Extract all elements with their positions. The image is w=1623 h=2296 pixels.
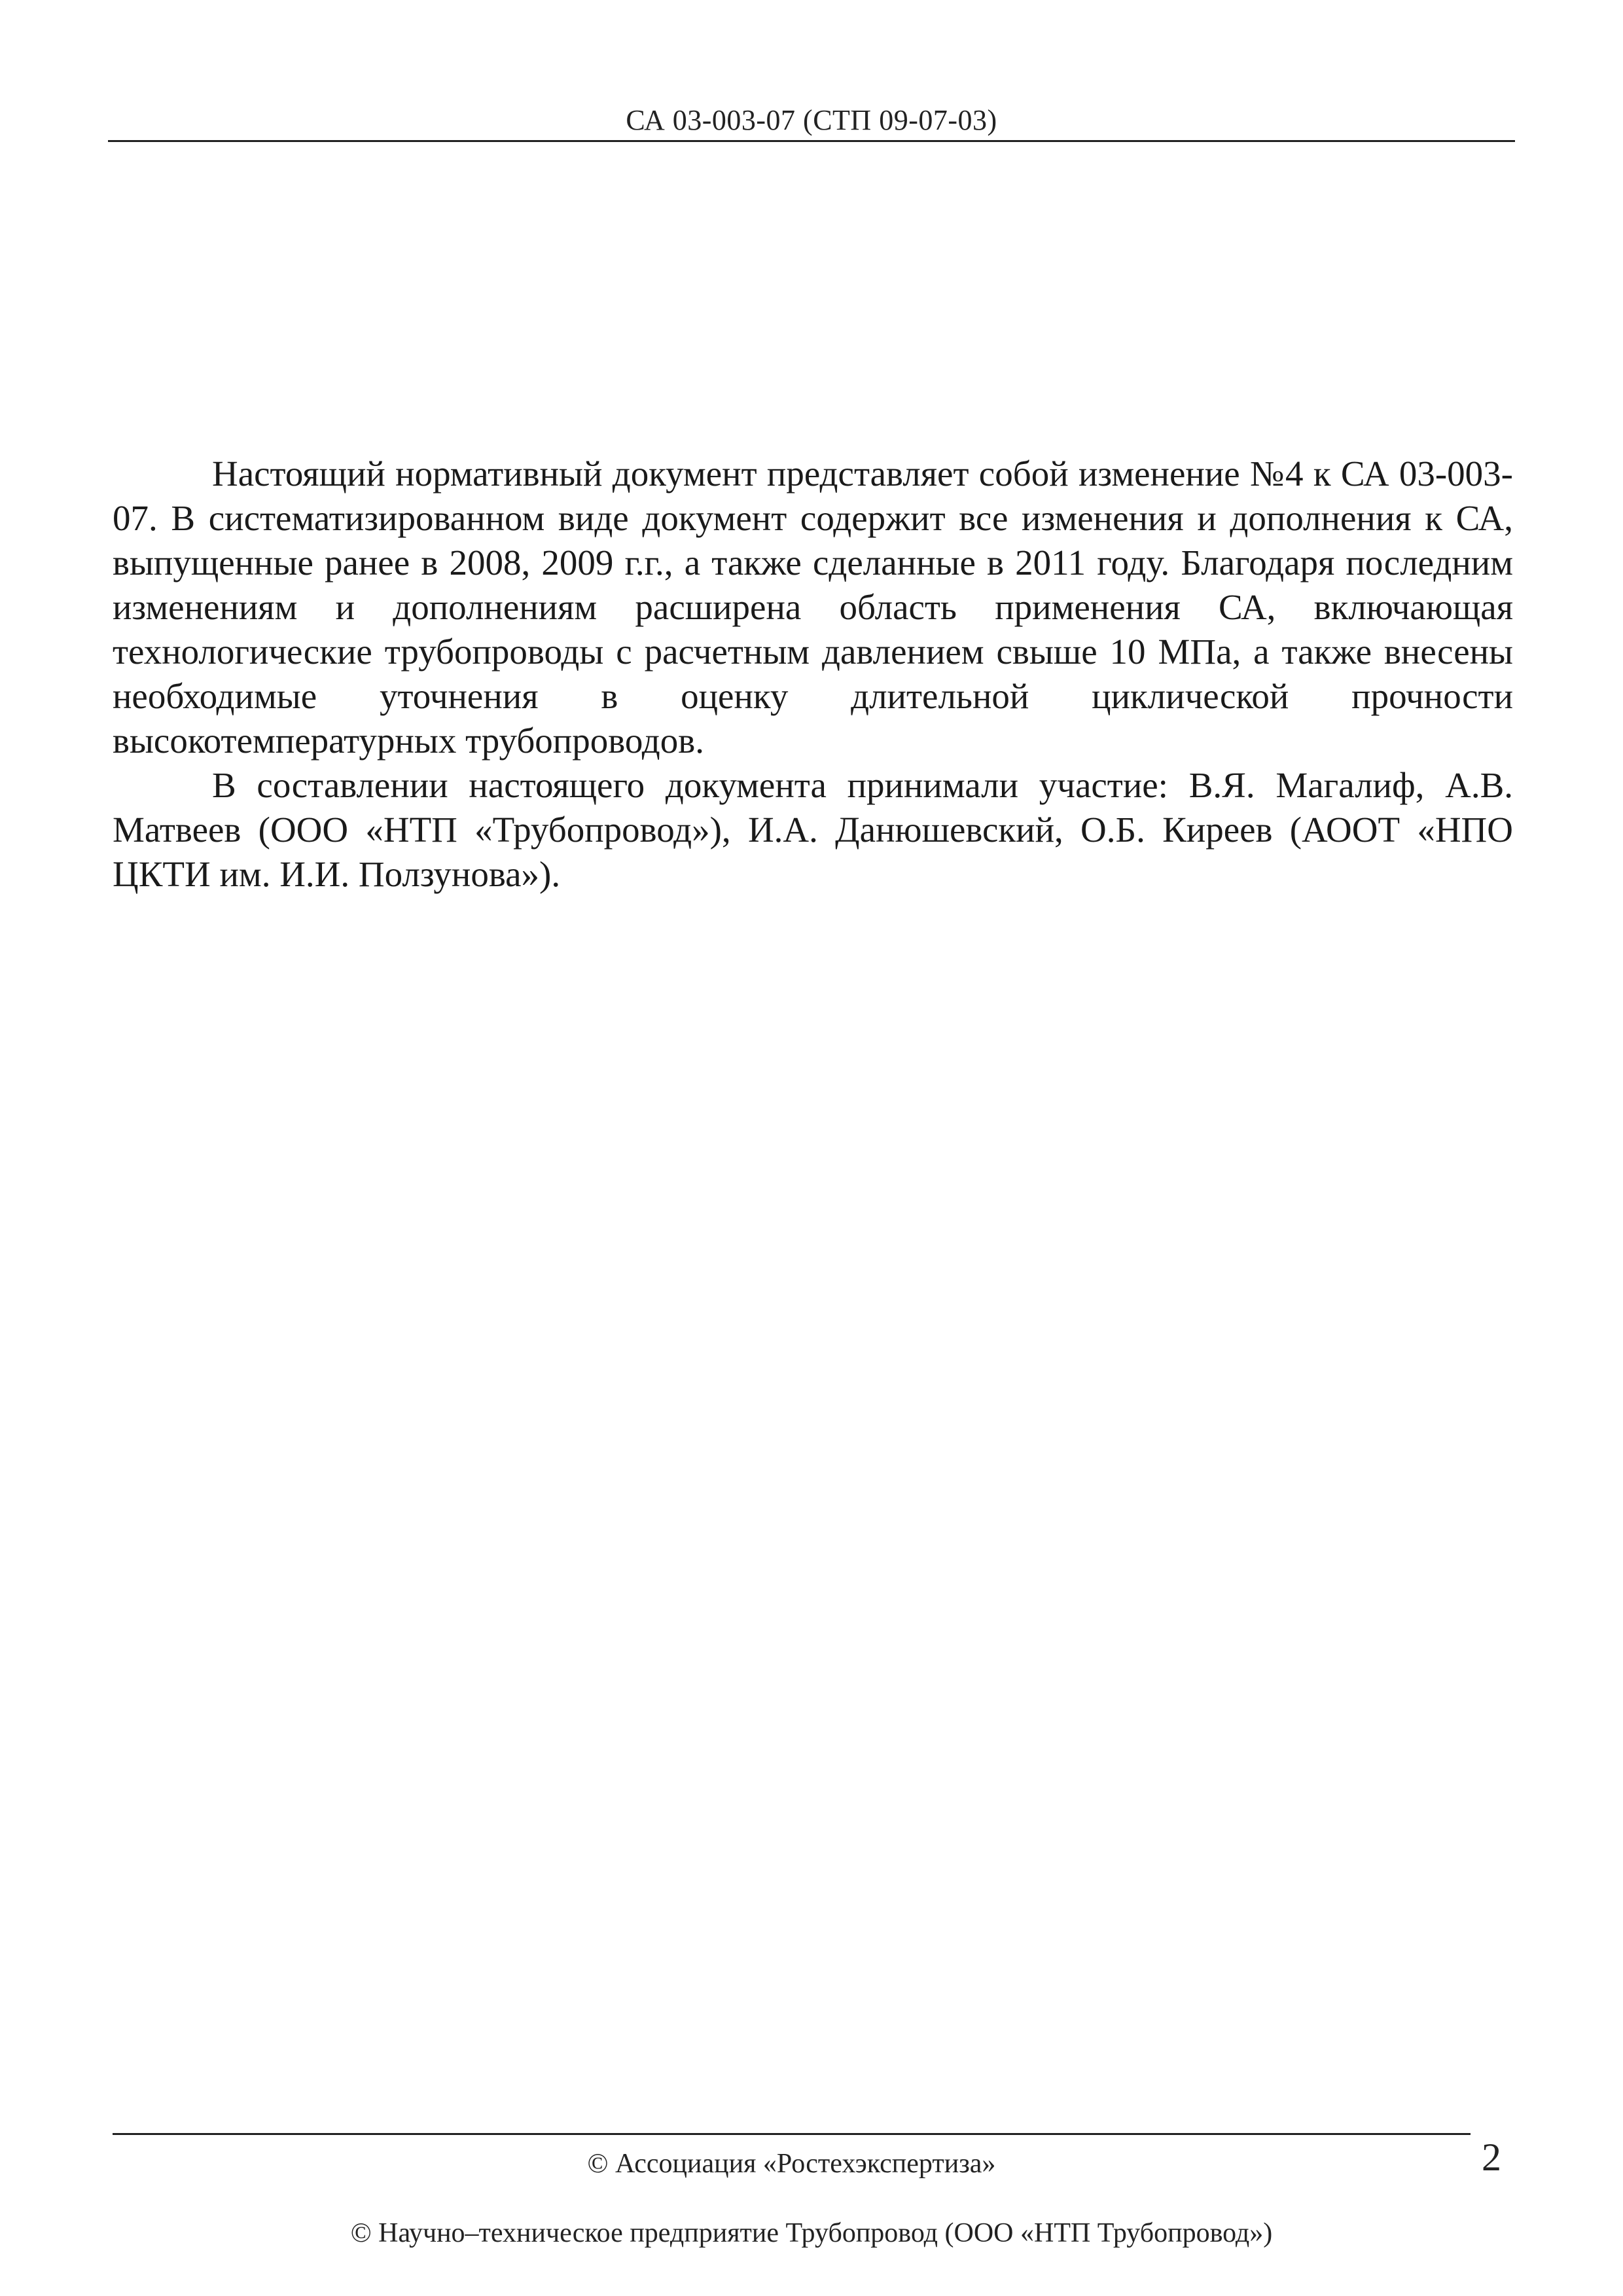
body-paragraph-intro: Настоящий нормативный документ представляет собой изменение №4 к СА 03-003-07. В систематизированном виде документ содержит все изменения и дополнения к СА, выпущенные ранее в 2008, 2009 г.г., а также сделанные в 2011 году. Благодаря последним изменениям и дополнениям расширена область применения СА, включающая технологические трубопроводы с расчетным давлением свыше 10 МПа, а также внесены необходимые уточнения в оценку длительной циклической прочности высокотемпературных трубопроводов. [113, 454, 1513, 761]
document-code: СА 03-003-07 (СТП 09-07-03) [626, 104, 997, 136]
footer-divider [113, 2133, 1471, 2135]
body-paragraph-authors: В составлении настоящего документа принимали участие: В.Я. Магалиф, А.В. Матвеев (ООО «НТП «Трубопровод»), И.А. Данюшевский, О.Б. Киреев (АООТ «НПО ЦКТИ им. И.И. Ползунова»). [113, 765, 1513, 894]
header-divider [108, 140, 1515, 142]
page-header [108, 98, 1515, 144]
footer-copyright-company: © Научно–техническое предприятие Трубопровод (ООО «НТП Трубопровод») [350, 2218, 1273, 2248]
document-body [113, 452, 1513, 897]
page-number: 2 [1482, 2136, 1501, 2179]
footer-copyright-association: © Ассоциация «Ростехэкспертиза» [587, 2149, 996, 2179]
